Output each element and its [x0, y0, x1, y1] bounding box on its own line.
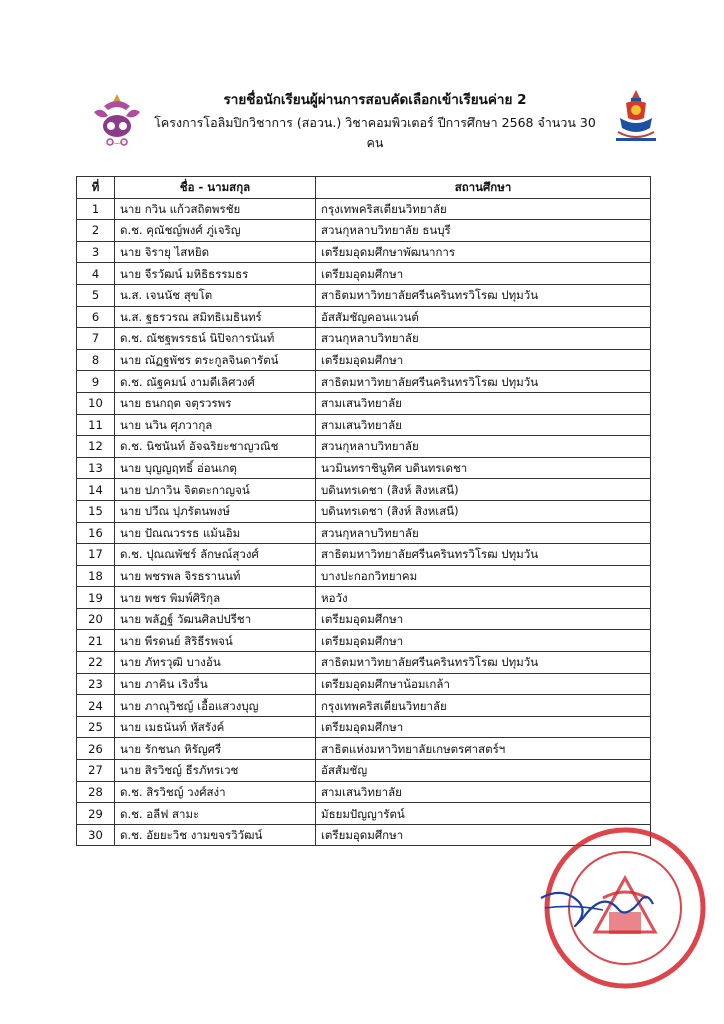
row-number-cell: 18 — [77, 565, 115, 587]
row-number-cell: 19 — [77, 587, 115, 609]
table-row — [77, 371, 651, 393]
school-name-cell: เตรียมอุดมศึกษาพัฒนาการ — [316, 241, 651, 263]
table-row — [77, 198, 651, 220]
table-row — [77, 220, 651, 242]
school-name-cell: กรุงเทพคริสเตียนวิทยาลัย — [316, 695, 651, 717]
row-number-cell: 4 — [77, 263, 115, 285]
document-subtitle: โครงการโอลิมปิกวิชาการ (สอวน.) วิชาคอมพิวเตอร์ ปีการศึกษา 2568 จำนวน 30 คน — [154, 115, 596, 150]
row-number-cell: 23 — [77, 673, 115, 695]
school-name-cell: สาธิตมหาวิทยาลัยศรีนครินทรวิโรฒ ปทุมวัน — [316, 371, 651, 393]
student-name-cell: นาย พีรดนย์ สิริธีรพจน์ — [115, 630, 316, 652]
row-number-cell: 16 — [77, 522, 115, 544]
row-number-cell: 1 — [77, 198, 115, 220]
student-name-cell: นาย จีรวัฒน์ มหิธิธรรมธร — [115, 263, 316, 285]
row-number-cell: 10 — [77, 392, 115, 414]
table-row — [77, 241, 651, 263]
row-number-cell: 8 — [77, 349, 115, 371]
table-row — [77, 652, 651, 674]
student-name-cell: ด.ช. คุณัชญ์พงศ์ ภู่เจริญ — [115, 220, 316, 242]
row-number-cell: 26 — [77, 738, 115, 760]
table-row — [77, 500, 651, 522]
table-row — [77, 544, 651, 566]
school-name-cell: เตรียมอุดมศึกษาน้อมเกล้า — [316, 673, 651, 695]
table-row — [77, 306, 651, 328]
school-name-cell: เตรียมอุดมศึกษา — [316, 630, 651, 652]
row-number-cell: 24 — [77, 695, 115, 717]
student-name-cell: น.ส. ฐธรวรณ สมิทธิเมธินทร์ — [115, 306, 316, 328]
table-row — [77, 673, 651, 695]
table-row — [77, 630, 651, 652]
row-number-cell: 15 — [77, 500, 115, 522]
table-row — [77, 414, 651, 436]
table-row — [77, 349, 651, 371]
table-row — [77, 522, 651, 544]
row-number-cell: 9 — [77, 371, 115, 393]
row-number-cell: 22 — [77, 652, 115, 674]
student-name-cell: นาย นวิน ศุภวากุล — [115, 414, 316, 436]
table-row — [77, 479, 651, 501]
student-name-cell: นาย ปวีณ ปุภรัตนพงษ์ — [115, 500, 316, 522]
row-number-cell: 6 — [77, 306, 115, 328]
row-number-cell: 11 — [77, 414, 115, 436]
school-name-cell: บดินทรเดชา (สิงห์ สิงหเสนี) — [316, 479, 651, 501]
student-name-cell: นาย ปภาวิน จิตตะกาญจน์ — [115, 479, 316, 501]
table-row — [77, 716, 651, 738]
table-row — [77, 738, 651, 760]
table-row — [77, 760, 651, 782]
row-number-cell: 27 — [77, 760, 115, 782]
school-name-cell: สวนกุหลาบวิทยาลัย — [316, 522, 651, 544]
student-name-cell: นาย ภาคิน เริงรื่น — [115, 673, 316, 695]
school-name-cell: บางปะกอกวิทยาคม — [316, 565, 651, 587]
student-name-cell: ด.ช. สิรวิชญ์ วงศ์สง่า — [115, 781, 316, 803]
student-name-cell: นาย ภาณุวิชญ์ เอื้อแสวงบุญ — [115, 695, 316, 717]
student-name-cell: นาย ภัทรวุฒิ บางอ้น — [115, 652, 316, 674]
row-number-cell: 2 — [77, 220, 115, 242]
school-name-cell: สาธิตมหาวิทยาลัยศรีนครินทรวิโรฒ ปทุมวัน — [316, 652, 651, 674]
table-row — [77, 436, 651, 458]
school-name-cell: สวนกุหลาบวิทยาลัย — [316, 436, 651, 458]
school-name-cell: กรุงเทพคริสเตียนวิทยาลัย — [316, 198, 651, 220]
student-name-cell: นาย รักชนก หิรัญศรี — [115, 738, 316, 760]
row-number-cell: 7 — [77, 328, 115, 350]
student-name-cell: นาย จิรายุ ไสหยิด — [115, 241, 316, 263]
student-name-cell: ด.ช. ปุณณพัชร์ ลักษณ์สุวงศ์ — [115, 544, 316, 566]
school-name-cell: นวมินทราชินูทิศ บดินทรเดชา — [316, 457, 651, 479]
student-name-cell: นาย บุญญฤทธิ์ อ่อนเกตุ — [115, 457, 316, 479]
school-name-cell: อัสสัมชัญ — [316, 760, 651, 782]
table-body — [77, 198, 651, 846]
column-header-number: ที่ — [77, 177, 115, 199]
school-name-cell: เตรียมอุดมศึกษา — [316, 716, 651, 738]
school-name-cell: หอวัง — [316, 587, 651, 609]
student-name-cell: ด.ช. อัยยะวิช งามขจรวิวัฒน์ — [115, 824, 316, 846]
school-name-cell: สวนกุหลาบวิทยาลัย ธนบุรี — [316, 220, 651, 242]
table-row — [77, 608, 651, 630]
row-number-cell: 3 — [77, 241, 115, 263]
student-name-cell: นาย พลัฏฐ์ วัฒนศิลปปรีชา — [115, 608, 316, 630]
student-name-cell: ด.ช. อลีฟ สามะ — [115, 803, 316, 825]
school-name-cell: มัธยมปัญญารัตน์ — [316, 803, 651, 825]
row-number-cell: 12 — [77, 436, 115, 458]
student-name-cell: ด.ช. ณัชฐพรรธน์ นิปิจการนันท์ — [115, 328, 316, 350]
school-name-cell: เตรียมอุดมศึกษา — [316, 824, 651, 846]
school-name-cell: สามเสนวิทยาลัย — [316, 414, 651, 436]
table-row — [77, 284, 651, 306]
school-name-cell: สาธิตแห่งมหาวิทยาลัยเกษตรศาสตร์ฯ — [316, 738, 651, 760]
table-row — [77, 781, 651, 803]
school-name-cell: อัสสัมชัญคอนแวนต์ — [316, 306, 651, 328]
student-name-cell: นาย ณัฏฐพัชร ตระกูลจินดารัตน์ — [115, 349, 316, 371]
column-header-name: ชื่อ - นามสกุล — [115, 177, 316, 199]
student-name-cell: ด.ช. ณัฐคมน์ งามดีเลิศวงศ์ — [115, 371, 316, 393]
student-name-cell: ด.ช. นิชนันท์ อัจฉริยะชาญวณิช — [115, 436, 316, 458]
student-name-cell: นาย ปัณณวรรธ แม้นอิม — [115, 522, 316, 544]
row-number-cell: 29 — [77, 803, 115, 825]
posn-logo-icon — [86, 90, 148, 152]
student-list-table — [76, 176, 651, 846]
table-row — [77, 695, 651, 717]
student-name-cell: นาย พชรพล จิรธรานนท์ — [115, 565, 316, 587]
table-row — [77, 565, 651, 587]
row-number-cell: 20 — [77, 608, 115, 630]
row-number-cell: 21 — [77, 630, 115, 652]
table-row — [77, 587, 651, 609]
table-row — [77, 263, 651, 285]
school-name-cell: เตรียมอุดมศึกษา — [316, 263, 651, 285]
school-name-cell: บดินทรเดชา (สิงห์ สิงหเสนี) — [316, 500, 651, 522]
row-number-cell: 30 — [77, 824, 115, 846]
school-name-cell: เตรียมอุดมศึกษา — [316, 608, 651, 630]
student-name-cell: น.ส. เจนนัช สุขโต — [115, 284, 316, 306]
student-name-cell: นาย สิรวิชญ์ ธีรภัทรเวช — [115, 760, 316, 782]
school-name-cell: เตรียมอุดมศึกษา — [316, 349, 651, 371]
school-name-cell: สามเสนวิทยาลัย — [316, 781, 651, 803]
school-name-cell: สาธิตมหาวิทยาลัยศรีนครินทรวิโรฒ ปทุมวัน — [316, 544, 651, 566]
row-number-cell: 28 — [77, 781, 115, 803]
student-name-cell: นาย พชร พิมพ์ศิริกุล — [115, 587, 316, 609]
row-number-cell: 17 — [77, 544, 115, 566]
table-row — [77, 392, 651, 414]
student-name-cell: นาย เมธนันท์ หัสรังค์ — [115, 716, 316, 738]
row-number-cell: 14 — [77, 479, 115, 501]
row-number-cell: 25 — [77, 716, 115, 738]
table-row — [77, 457, 651, 479]
student-name-cell: นาย กวิน แก้วสถิตพรชัย — [115, 198, 316, 220]
table-row — [77, 328, 651, 350]
school-seal-stamp — [533, 820, 713, 1000]
row-number-cell: 13 — [77, 457, 115, 479]
school-name-cell: สามเสนวิทยาลัย — [316, 392, 651, 414]
school-emblem-icon — [612, 88, 660, 146]
student-name-cell: นาย ธนกฤต จตุรวรพร — [115, 392, 316, 414]
school-name-cell: สาธิตมหาวิทยาลัยศรีนครินทรวิโรฒ ปทุมวัน — [316, 284, 651, 306]
document-title: รายชื่อนักเรียนผู้ผ่านการสอบคัดเลือกเข้าเรียนค่าย 2 — [223, 92, 527, 108]
column-header-school: สถานศึกษา — [316, 177, 651, 199]
school-name-cell: สวนกุหลาบวิทยาลัย — [316, 328, 651, 350]
row-number-cell: 5 — [77, 284, 115, 306]
table-header-row — [77, 177, 651, 199]
